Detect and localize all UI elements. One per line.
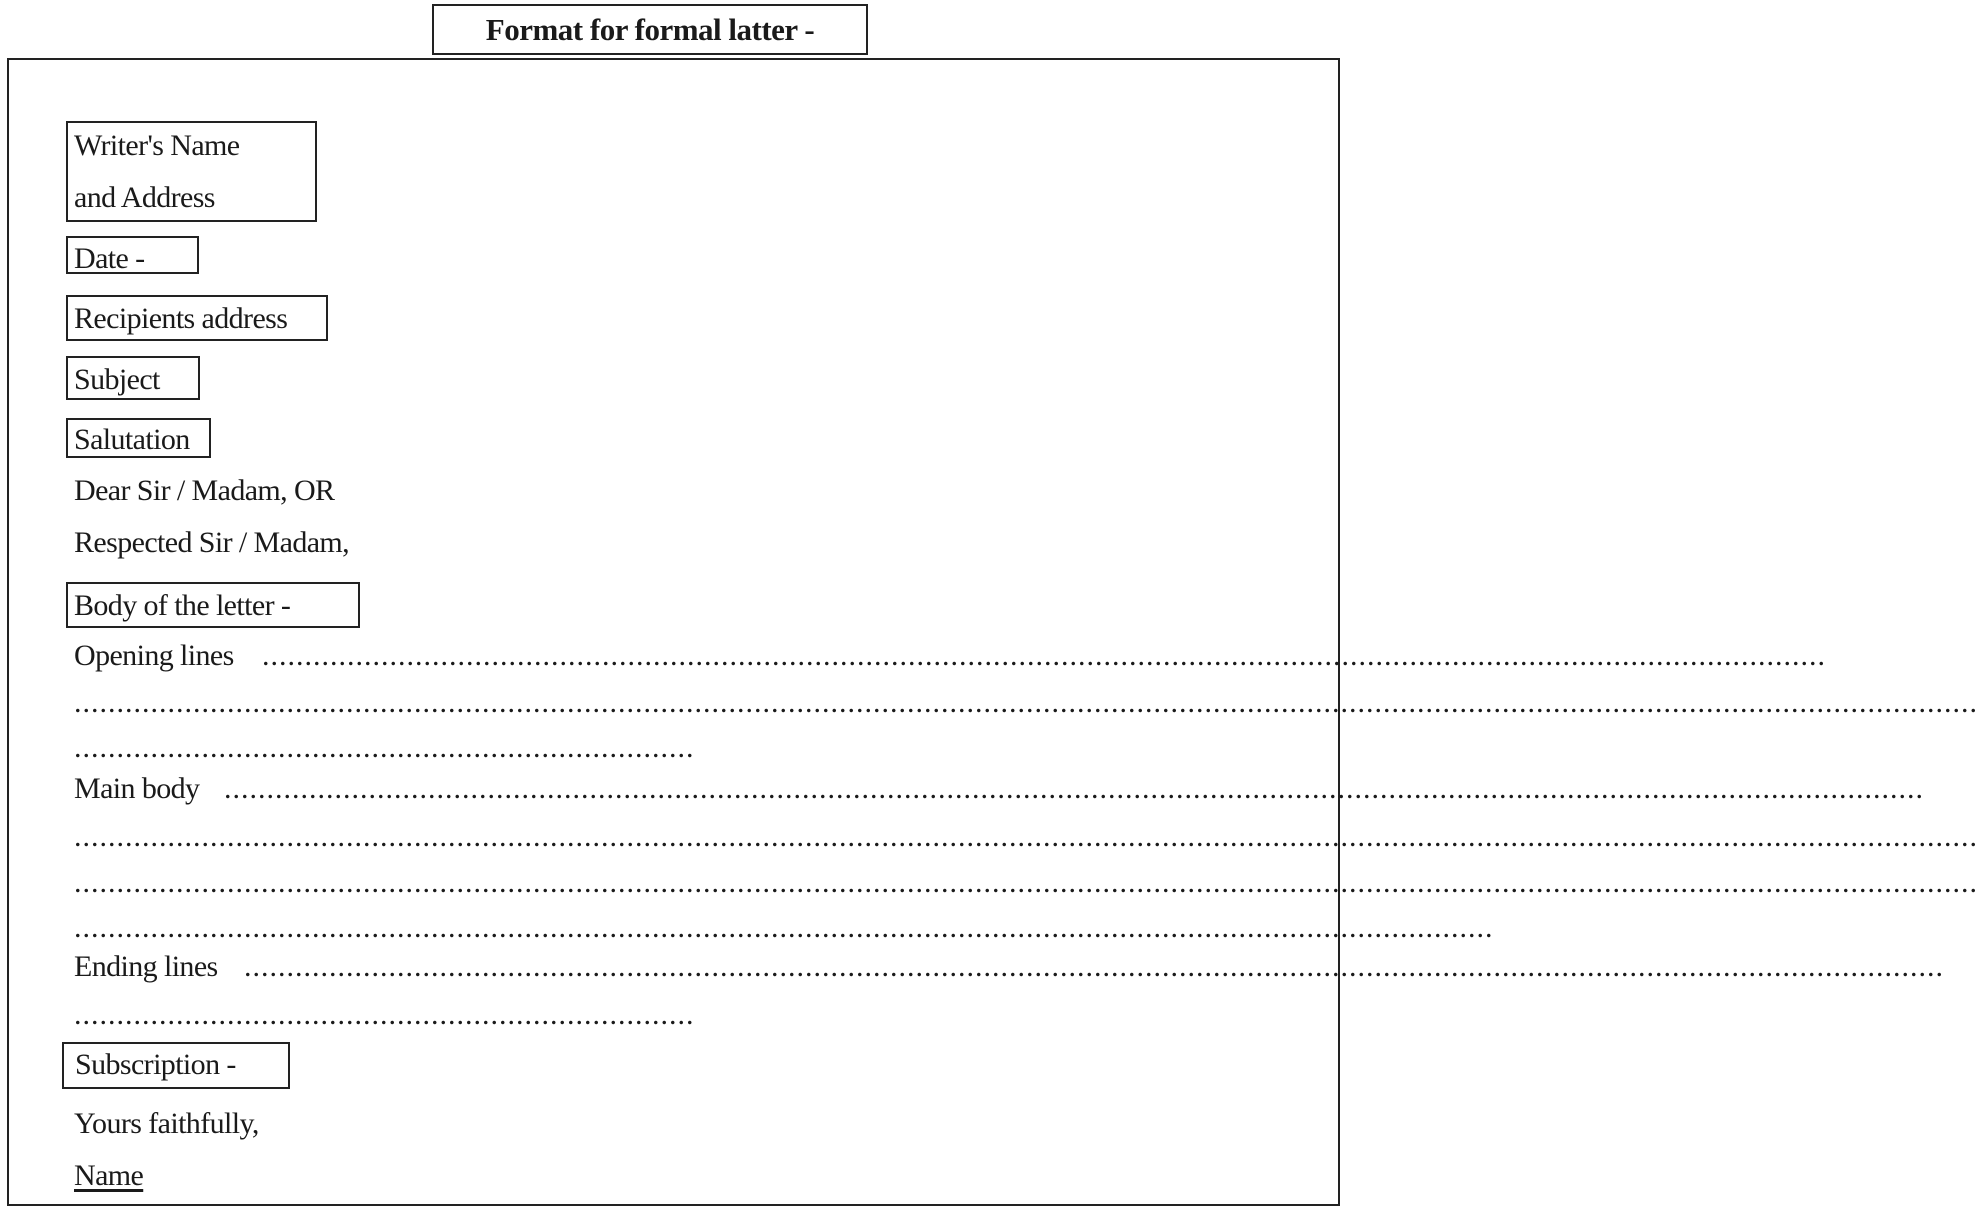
main-body-label: Main body — [74, 772, 200, 805]
body-of-letter-box — [66, 582, 360, 628]
ending-lines-label: Ending lines — [74, 950, 218, 983]
name-text: Name — [74, 1159, 144, 1192]
dotted-line: ........................................................................................................................................................................................ — [262, 639, 1826, 672]
writer-address-label: and Address — [74, 181, 215, 214]
salutation-option-2: Respected Sir / Madam, — [74, 526, 350, 559]
recipient-address-label: Recipients address — [74, 302, 288, 335]
dotted-line: ................................................................................................................................................................................................................................ — [74, 686, 1978, 719]
salutation-option-1: Dear Sir / Madam, OR — [74, 474, 335, 507]
dotted-line: ........................................................................................................................................................................................................ — [224, 772, 1924, 805]
closing-text: Yours faithfully, — [74, 1107, 259, 1140]
recipient-address-box — [66, 295, 328, 341]
dotted-line: ................................................................................................................................................................................................................................ — [74, 820, 1978, 853]
writer-name-label: Writer's Name — [74, 129, 240, 162]
subject-box — [66, 356, 200, 400]
body-of-letter-label: Body of the letter - — [74, 589, 291, 622]
salutation-box — [66, 418, 211, 458]
subscription-box — [62, 1042, 290, 1089]
subject-label: Subject — [74, 363, 160, 396]
page-title: Format for formal latter - — [432, 4, 868, 55]
letter-format-frame — [7, 58, 1978, 1206]
dotted-line: ......................................................................... — [74, 998, 695, 1031]
opening-lines-label: Opening lines — [74, 639, 234, 672]
date-label: Date - — [74, 242, 145, 275]
dotted-line: ................................................................................................................................................................................................................................ — [74, 866, 1978, 899]
dotted-line: ....................................................................................................................................................................... — [74, 911, 1494, 944]
dotted-line: ........................................................................................................................................................................................................ — [244, 950, 1944, 983]
subscription-label: Subscription - — [75, 1048, 236, 1081]
writer-name-address-box — [66, 121, 317, 222]
dotted-line: ......................................................................... — [74, 731, 695, 764]
date-box — [66, 236, 199, 274]
salutation-label: Salutation — [74, 423, 190, 456]
